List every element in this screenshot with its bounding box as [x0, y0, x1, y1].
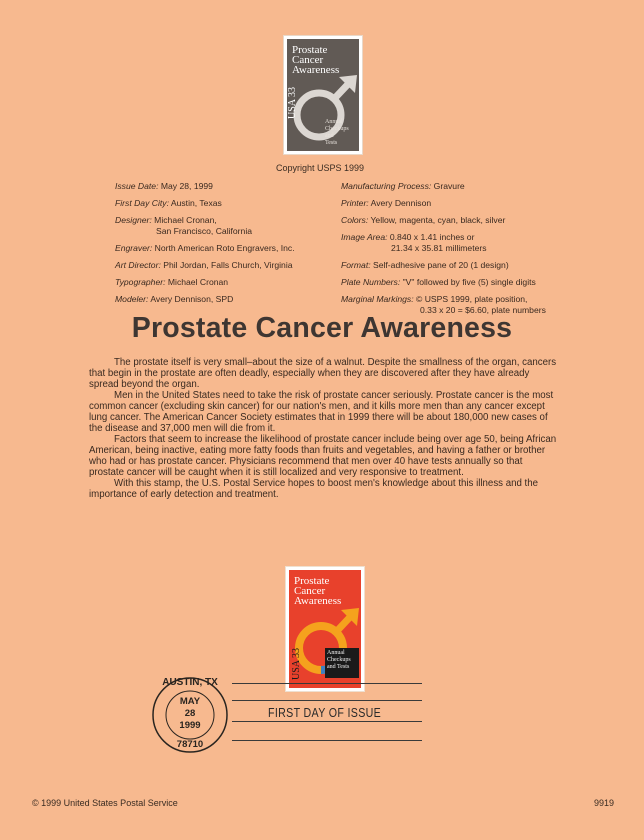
top-stamp-title	[292, 45, 339, 75]
info-value: 0.33 x 20 = $6.60, plate numbers	[420, 305, 546, 315]
footer-code: 9919	[594, 798, 615, 808]
info-label: Manufacturing Process:	[341, 181, 432, 191]
cancel-line	[232, 740, 422, 741]
top-stamp-title-line: Awareness	[292, 64, 340, 76]
info-value: © USPS 1999, plate position,	[415, 294, 528, 304]
art-director-row	[115, 260, 335, 271]
printer-row	[341, 198, 581, 209]
image-area-row	[341, 232, 581, 254]
footer-copyright: © 1999 United States Postal Service	[32, 798, 178, 808]
typographer-row	[115, 277, 335, 288]
cancel-line	[232, 721, 422, 722]
plate-numbers-row	[341, 277, 581, 288]
info-label: Printer:	[341, 198, 369, 208]
bottom-stamp-title-line: Cancer	[294, 585, 326, 597]
stamp-copyright: Copyright USPS 1999	[276, 163, 365, 173]
top-stamp-title-line: Cancer	[292, 54, 324, 66]
postmark-city: AUSTIN, TX	[162, 677, 218, 688]
info-label: Marginal Markings:	[341, 294, 414, 304]
cancel-line	[232, 700, 422, 701]
format-row	[341, 260, 581, 271]
info-label: First Day City:	[115, 198, 169, 208]
description-text	[89, 357, 559, 500]
top-stamp-face	[287, 39, 359, 151]
info-value: May 28, 1999	[160, 181, 213, 191]
top-stamp-title-line: Prostate	[292, 44, 328, 56]
top-stamp-note-line: and	[325, 133, 334, 139]
info-label: Typographer:	[115, 277, 166, 287]
manufacturing-process-row	[341, 181, 581, 192]
bottom-stamp-face	[289, 570, 361, 688]
info-label: Engraver:	[115, 243, 153, 253]
info-label: Modeler:	[115, 294, 149, 304]
postmark	[150, 675, 230, 755]
postmark-day: 28	[184, 708, 196, 719]
paragraph: With this stamp, the U.S. Postal Service hopes to boost men's knowledge about this illness and the importance of early detection and treatment.	[89, 478, 539, 500]
info-value: Michael Cronan	[167, 277, 229, 287]
info-label: Format:	[341, 260, 371, 270]
paragraph: The prostate itself is very small–about the size of a walnut. Despite the smallness of the organ, cancers that begin in the prostate are often deadly, especially when they are discovered after they have already spread beyond the organ.	[89, 357, 557, 390]
info-value: Yellow, magenta, cyan, black, silver	[370, 215, 506, 225]
bottom-stamp-title-line: Awareness	[294, 595, 342, 607]
info-label: Plate Numbers:	[341, 277, 401, 287]
cancel-line	[232, 683, 422, 684]
info-value: 0.840 x 1.41 inches or	[389, 232, 475, 242]
issue-details-right	[341, 181, 581, 322]
issue-date-row	[115, 181, 335, 192]
info-value: North American Roto Engravers, Inc.	[154, 243, 295, 253]
bottom-stamp-note-line: Checkups	[327, 657, 351, 663]
info-value: "V" followed by five (5) single digits	[402, 277, 536, 287]
issue-details-left	[115, 181, 335, 311]
paragraph: Factors that seem to increase the likelihood of prostate cancer include being over age 50, being African American, being inactive, eating more fatty foods than fruits and vegetables, and having a father or brother who had or has prostate cancer. Physicians recommend that men over 40 have tests annually so that prostate cancer will be caught when it is still localized and very responsive to treatment.	[89, 434, 557, 478]
top-stamp-denomination: USA 33	[287, 87, 298, 119]
info-value: 21.34 x 35.81 millimeters	[391, 243, 487, 253]
info-value: Avery Dennison	[370, 198, 432, 208]
bottom-stamp-image	[286, 567, 364, 691]
info-label: Designer:	[115, 215, 152, 225]
bottom-stamp-title-line: Prostate	[294, 575, 330, 587]
info-value: Austin, Texas	[170, 198, 222, 208]
top-stamp-note-line: Checkups	[325, 126, 349, 132]
postmark-month: MAY	[179, 696, 201, 707]
postmark-zip: 78710	[176, 739, 204, 750]
designer-row	[115, 215, 335, 237]
info-label: Image Area:	[341, 232, 388, 242]
bottom-stamp-note-line: and Tests	[327, 664, 350, 670]
paragraph: Men in the United States need to take the risk of prostate cancer seriously. Prostate cancer is the most common cancer (excluding skin cancer) for our nation's men, and it kills more men than any cancer except lung cancer. The American Cancer Society estimates that in 1999 there will be about 180,000 new cases of the disease and 37,000 men will die from it.	[89, 390, 554, 434]
page-title: Prostate Cancer Awareness	[131, 312, 513, 344]
info-value: San Francisco, California	[156, 226, 253, 236]
info-label: Issue Date:	[115, 181, 159, 191]
postmark-year: 1999	[179, 720, 201, 731]
bottom-stamp-title	[294, 576, 341, 606]
top-stamp-note-line: Tests	[325, 140, 338, 146]
info-value: Self-adhesive pane of 20 (1 design)	[373, 260, 509, 270]
info-label: Colors:	[341, 215, 369, 225]
first-day-of-issue: FIRST DAY OF ISSUE	[268, 705, 382, 720]
first-day-city-row	[115, 198, 335, 209]
top-stamp-note	[325, 119, 349, 147]
info-value: Phil Jordan, Falls Church, Virginia	[163, 260, 293, 270]
info-value: Avery Dennison, SPD	[150, 294, 234, 304]
modeler-row	[115, 294, 335, 305]
bottom-stamp-denomination: USA 33	[291, 648, 302, 680]
top-stamp-note-line: Annual	[325, 119, 343, 125]
bottom-stamp-note	[327, 650, 351, 671]
top-stamp-image	[284, 36, 362, 154]
engraver-row	[115, 243, 335, 254]
info-value: Gravure	[433, 181, 465, 191]
bottom-stamp-note-line: Annual	[327, 650, 345, 656]
info-value: Michael Cronan,	[154, 215, 217, 225]
info-label: Art Director:	[115, 260, 161, 270]
colors-row	[341, 215, 581, 226]
